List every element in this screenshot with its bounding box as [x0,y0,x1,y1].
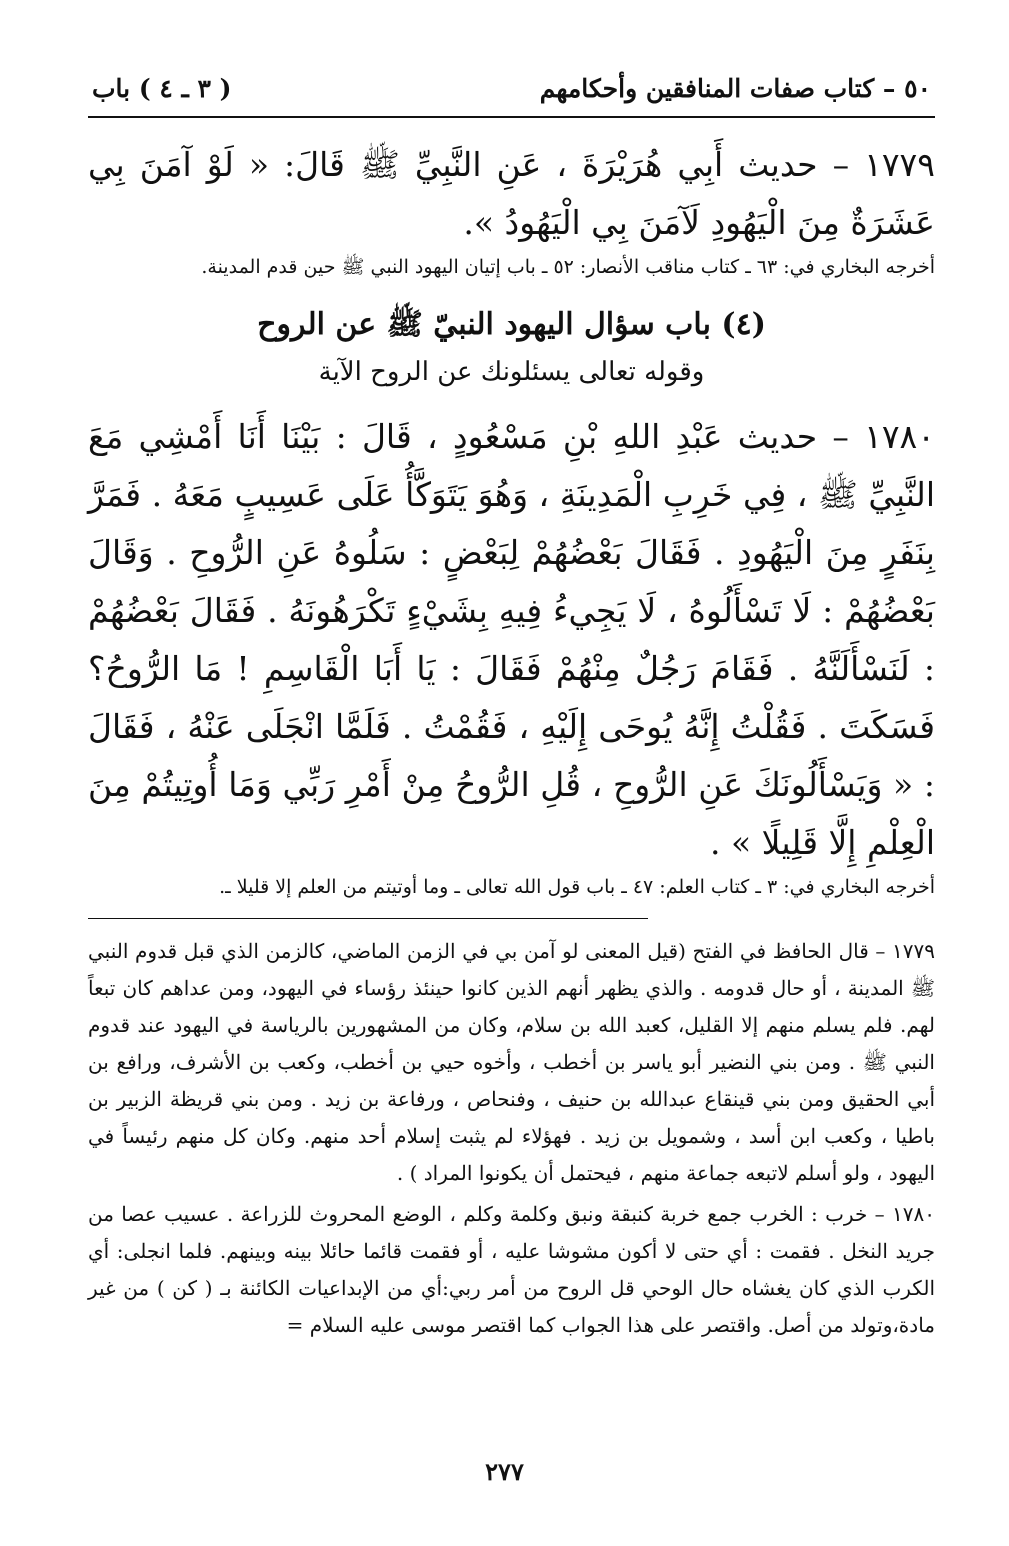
footnote-rule [88,918,648,919]
hadith-source: أخرجه البخاري في: ٣ ـ كتاب العلم: ٤٧ ـ باب قول الله تعالى ـ وما أوتيتم من العلم إلا قليلا ـ. [219,876,935,898]
chapter-heading [88,300,935,394]
hadith-text: ١٧٧٩ – حديث أَبِي هُرَيْرَةَ ، عَنِ النَّبِيِّ ﷺ قَالَ: « لَوْ آمَنَ بِي عَشَرَةٌ مِنَ الْيَهُودِ لَآمَنَ بِي الْيَهُودُ ». [88,145,935,242]
hadith-1780 [88,408,935,902]
footnote-1779: ١٧٧٩ – قال الحافظ في الفتح (قيل المعنى لو آمن بي في الزمن الماضي، كالزمن الذي قبل قدوم النبي ﷺ المدينة ، أو حال قدومه . والذي يظهر أنهم الذين كانوا حينئذ رؤساء في اليهود، ومن عداهم كان تبعاً لهم. فلم يسلم منهم إلا القليل، كعبد الله بن سلام، وكان من المشهورين بالرياسة في اليهود عند قدوم النبي ﷺ . ومن بني النضير أبو ياسر بن أخطب ، وأخوه حيي بن أخطب، وكعب بن الأشرف، ورافع بن أبي الحقيق ومن بني قينقاع عبدالله بن حنيف ، وفنحاص ، ورفاعة بن زيد . ومن بني قريظة الزبير بن باطيا ، وكعب ابن أسد ، وشمويل بن زيد . فهؤلاء لم يثبت إسلام أحد منهم. وكان كل منهم رئيساً في اليهود ، ولو أسلم لاتبعه جماعة منهم ، فيحتمل أن يكونوا المراد ) . [88,939,935,1185]
running-head [88,70,935,116]
hadith-source: أخرجه البخاري في: ٦٣ ـ كتاب مناقب الأنصار: ٥٢ ـ باب إتيان اليهود النبي ﷺ حين قدم المدينة. [201,256,935,278]
footnotes [88,933,935,1344]
footnote-1780: ١٧٨٠ – خرب : الخرب جمع خربة كنبقة ونبق وكلمة وكلم ، الوضع المحروث للزراعة . عسيب عصا من جريد النخل . فقمت : أي حتى لا أكون مشوشا عليه ، أو فقمت قائما حائلا بينه وبينهم. فلما انجلى: أي الكرب الذي كان يغشاه حال الوحي قل الروح من أمر ربي:أي من الإبداعيات الكائنة بـ ( كن ) من غير مادة،وتولد من أصل. واقتصر على هذا الجواب كما اقتصر موسى عليه السلام = [88,1202,935,1337]
page-number: ٢٧٧ [485,1457,524,1486]
running-head-chapter: ( ٣ ـ ٤ ) باب [92,74,232,103]
header-rule [88,116,935,118]
running-head-title: ٥٠ – كتاب صفات المنافقين وأحكامهم [539,74,931,103]
chapter-subtitle: وقوله تعالى يسئلونك عن الروح الآية [318,357,705,387]
hadith-text: ١٧٨٠ – حديث عَبْدِ اللهِ بْنِ مَسْعُودٍ ، قَالَ : بَيْنَا أَنَا أَمْشِي مَعَ النَّبِيِّ ﷺ ، فِي خَرِبِ الْمَدِينَةِ ، وَهُوَ يَتَوَكَّأُ عَلَى عَسِيبٍ مَعَهُ . فَمَرَّ بِنَفَرٍ مِنَ الْيَهُودِ . فَقَالَ بَعْضُهُمْ لِبَعْضٍ : سَلُوهُ عَنِ الرُّوحِ . وَقَالَ بَعْضُهُمْ : لَا تَسْأَلُوهُ ، لَا يَجِيءُ فِيهِ بِشَيْءٍ تَكْرَهُونَهُ . فَقَالَ بَعْضُهُمْ : لَنَسْأَلَنَّهُ . فَقَامَ رَجُلٌ مِنْهُمْ فَقَالَ : يَا أَبَا الْقَاسِمِ ! مَا الرُّوحُ؟ فَسَكَتَ . فَقُلْتُ إِنَّهُ يُوحَى إِلَيْهِ ، فَقُمْتُ . فَلَمَّا انْجَلَى عَنْهُ ، فَقَالَ : « وَيَسْأَلُونَكَ عَنِ الرُّوحِ ، قُلِ الرُّوحُ مِنْ أَمْرِ رَبِّي وَمَا أُوتِيتُمْ مِنَ الْعِلْمِ إِلَّا قَلِيلًا » . [88,417,935,862]
chapter-title: (٤) باب سؤال اليهود النبيّ ﷺ عن الروح [257,307,766,342]
hadith-1779 [88,136,935,282]
